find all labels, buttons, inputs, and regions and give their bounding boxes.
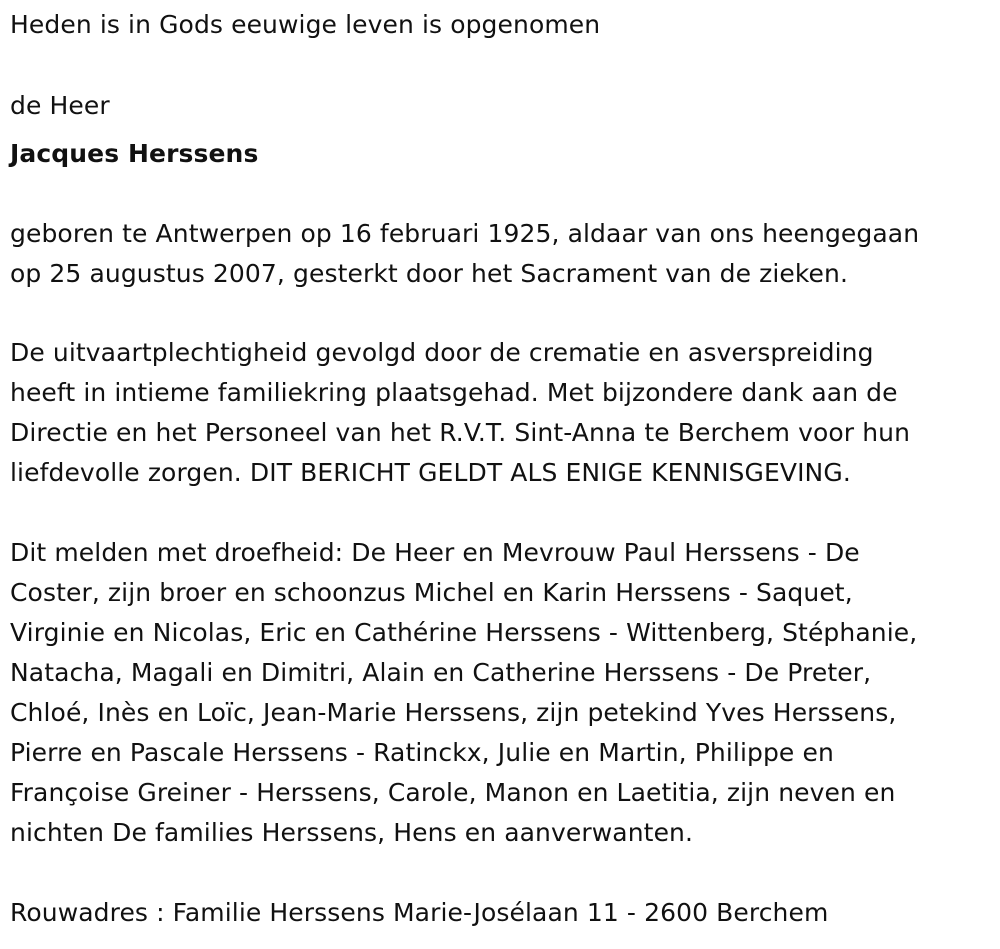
mourning-address: Rouwadres : Familie Herssens Marie-Josélaan 11 - 2600 Berchem (10, 898, 829, 927)
family-line-5: Chloé, Inès en Loïc, Jean-Marie Herssens, zijn petekind Yves Herssens, (10, 698, 897, 727)
family-line-2: Coster, zijn broer en schoonzus Michel en Karin Herssens - Saquet, (10, 578, 853, 607)
ceremony-line-2: heeft in intieme familiekring plaatsgehad. Met bijzondere dank aan de (10, 378, 898, 407)
family-line-1: Dit melden met droefheid: De Heer en Mevrouw Paul Herssens - De (10, 538, 860, 567)
family-line-8: nichten De families Herssens, Hens en aanverwanten. (10, 818, 694, 847)
intro-line: Heden is in Gods eeuwige leven is opgenomen (10, 10, 601, 39)
ceremony-line-4: liefdevolle zorgen. DIT BERICHT GELDT ALS ENIGE KENNISGEVING. (10, 458, 851, 487)
family-line-6: Pierre en Pascale Herssens - Ratinckx, Julie en Martin, Philippe en (10, 738, 834, 767)
birth-line-2: op 25 augustus 2007, gesterkt door het Sacrament van de zieken. (10, 259, 849, 288)
salutation: de Heer (10, 91, 110, 120)
birth-line-1: geboren te Antwerpen op 16 februari 1925, aldaar van ons heengegaan (10, 219, 920, 248)
family-line-7: Françoise Greiner - Herssens, Carole, Manon en Laetitia, zijn neven en (10, 778, 896, 807)
ceremony-line-1: De uitvaartplechtigheid gevolgd door de crematie en asverspreiding (10, 338, 874, 367)
family-line-3: Virginie en Nicolas, Eric en Cathérine Herssens - Wittenberg, Stéphanie, (10, 618, 918, 647)
ceremony-line-3: Directie en het Personeel van het R.V.T. Sint-Anna te Berchem voor hun (10, 418, 911, 447)
deceased-name: Jacques Herssens (10, 139, 259, 168)
family-line-4: Natacha, Magali en Dimitri, Alain en Catherine Herssens - De Preter, (10, 658, 872, 687)
